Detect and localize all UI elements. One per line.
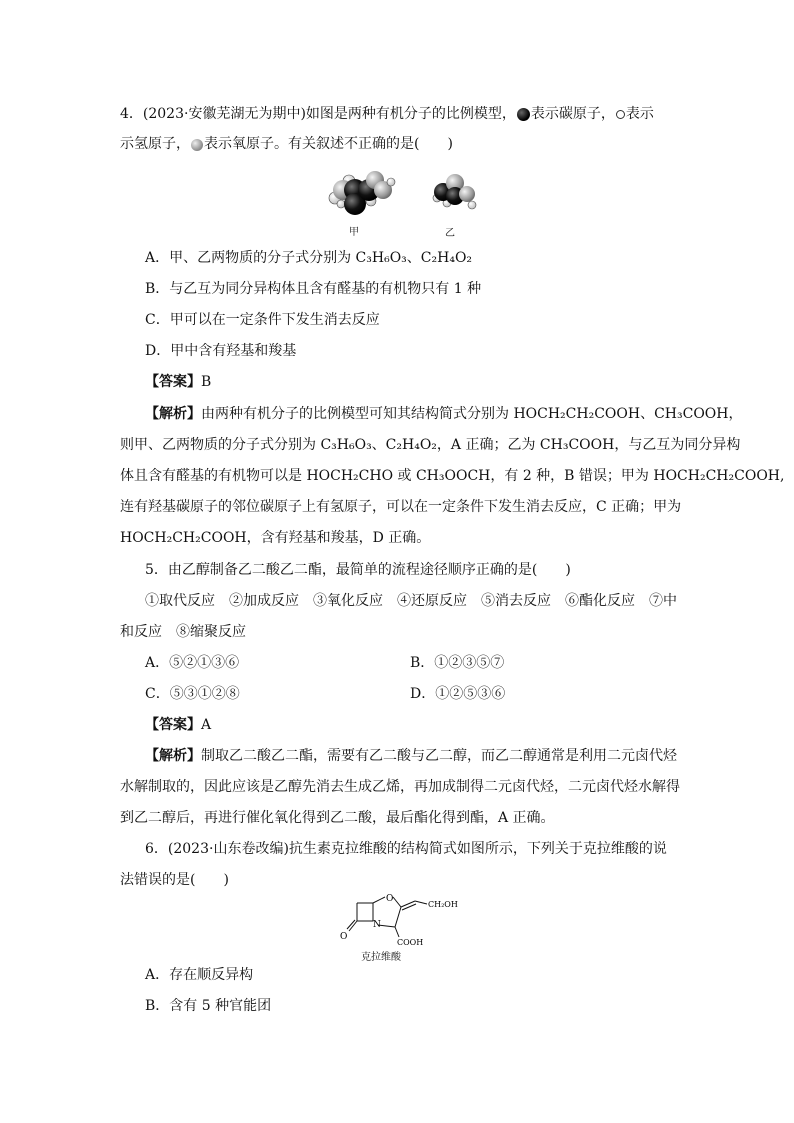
q4-stem-text-1: 4．(2023·安徽芜湖无为期中)如图是两种有机分子的比例模型，	[120, 106, 516, 122]
q4-explanation-line-3: 体且含有醛基的有机物可以是 HOCH₂CHO 或 CH₃OOCH，有 2 种，B 错误；甲为 HOCH₂CH₂COOH,	[120, 468, 785, 484]
q6-stem-line-1: 6．(2023·山东卷改编)抗生素克拉维酸的结构简式如图所示，下列关于克拉维酸的说	[145, 841, 667, 857]
q5-option-c: C．⑤③①②⑧	[145, 686, 240, 702]
explanation-tag: 【解析】	[145, 748, 201, 764]
q4-option-c: C．甲可以在一定条件下发生消去反应	[145, 312, 380, 328]
q4-stem-text-4: 示氢原子，	[120, 136, 190, 152]
answer-tag: 【答案】	[145, 717, 201, 733]
q6-option-b: B．含有 5 种官能团	[145, 998, 272, 1014]
q5-option-d: D．①②⑤③⑥	[410, 686, 506, 702]
q4-stem-text-2: 表示碳原子，	[530, 106, 615, 122]
q5-explanation-line-3: 到乙二醇后，再进行催化氧化得到乙二酸，最后酯化得到酯，A 正确。	[120, 810, 555, 826]
q4-stem-text-5: 表示氧原子。有关叙述不正确的是( )	[204, 136, 453, 152]
q4-explanation-line-5: HOCH₂CH₂COOH，含有羟基和羧基，D 正确。	[120, 530, 431, 546]
q5-explanation-line-2: 水解制取的，因此应该是乙醇先消去生成乙烯，再加成制得二元卤代烃，二元卤代烃水解得	[120, 779, 680, 795]
q5-reaction-list-2: 和反应 ⑧缩聚反应	[120, 624, 246, 640]
molecule-jia	[329, 171, 395, 215]
explanation-tag: 【解析】	[145, 406, 201, 422]
carbon-atom-icon	[517, 108, 530, 121]
q5-option-a: A．⑤②①③⑥	[145, 655, 240, 671]
q4-explanation-line-4: 连有羟基碳原子的邻位碳原子上有氢原子，可以在一定条件下发生消去反应，C 正确；甲为	[120, 499, 682, 515]
q5-option-b: B．①②③⑤⑦	[410, 655, 505, 671]
keto-oxygen-label: O	[340, 932, 348, 942]
q4-explanation-line-1	[145, 404, 743, 424]
structure-caption: 克拉维酸	[361, 952, 401, 963]
q4-answer	[145, 372, 705, 392]
q5-explanation-line-1	[145, 746, 705, 766]
q4-option-a: A．甲、乙两物质的分子式分别为 C₃H₆O₃、C₂H₄O₂	[145, 250, 473, 266]
ring-oxygen-label: O	[386, 894, 394, 904]
nitrogen-label: N	[373, 920, 381, 930]
cooh-label: COOH	[397, 938, 424, 947]
answer-value: B	[201, 374, 212, 390]
answer-tag: 【答案】	[145, 374, 201, 390]
q6-stem-line-2: 法错误的是( )	[120, 872, 229, 888]
explanation-text: 制取乙二酸乙二酯，需要有乙二酸与乙二醇，而乙二醇通常是利用二元卤代烃	[201, 748, 677, 764]
q6-option-a: A．存在顺反异构	[145, 967, 254, 983]
ball-models-figure	[315, 168, 485, 240]
q5-reaction-list-1: ①取代反应 ②加成反应 ③氧化反应 ④还原反应 ⑤消去反应 ⑥酯化反应 ⑦中	[145, 593, 677, 609]
q4-stem-line-2	[120, 134, 680, 154]
oxygen-atom-icon	[191, 139, 203, 151]
answer-value: A	[201, 717, 212, 733]
q4-stem-line-1	[120, 104, 680, 124]
q4-explanation-line-2: 则甲、乙两物质的分子式分别为 C₃H₆O₃、C₂H₄O₂，A 正确；乙为 CH₃COOH，与乙互为同分异构	[120, 437, 741, 453]
q4-option-b: B．与乙互为同分异构体且含有醛基的有机物只有 1 种	[145, 281, 482, 297]
figure-label-yi: 乙	[445, 228, 455, 239]
ch2oh-label: CH₂OH	[428, 900, 458, 909]
q4-option-d: D．甲中含有羟基和羧基	[145, 343, 297, 359]
q5-stem: 5．由乙醇制备乙二酸乙二酯，最简单的流程途径顺序正确的是( )	[145, 562, 571, 578]
q4-stem-text-3: 表示	[625, 106, 654, 122]
explanation-text: 由两种有机分子的比例模型可知其结构简式分别为 HOCH₂CH₂COOH、CH₃COOH，	[201, 406, 743, 422]
q5-answer	[145, 715, 705, 735]
figure-label-jia: 甲	[349, 227, 359, 238]
molecule-yi	[433, 174, 476, 209]
hydrogen-atom-icon	[616, 110, 625, 119]
